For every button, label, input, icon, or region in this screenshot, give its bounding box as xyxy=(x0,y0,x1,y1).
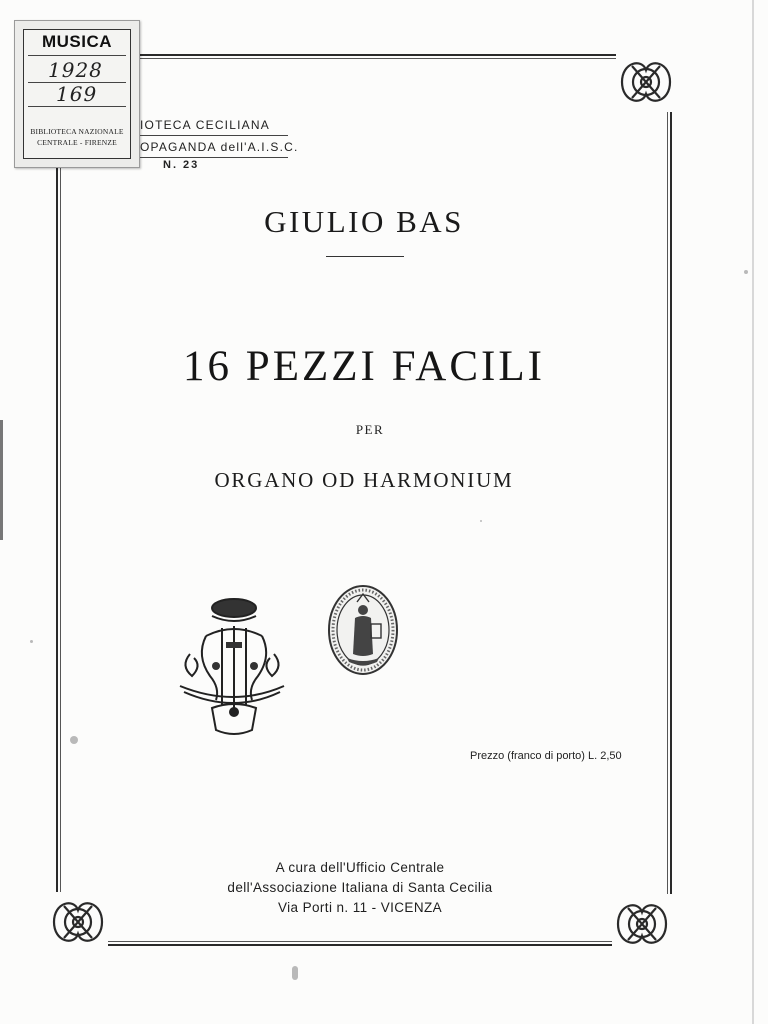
scan-speck xyxy=(292,966,298,980)
title-divider xyxy=(326,256,404,257)
price-label: Prezzo (franco di porto) L. 2,50 xyxy=(470,750,622,762)
stamp-year: 1928 xyxy=(48,58,103,82)
page-edge-shadow xyxy=(752,0,754,1024)
publisher-line1: A cura dell'Ufficio Centrale xyxy=(275,860,445,875)
series-line2: OPAGANDA dell'A.I.S.C. xyxy=(140,140,299,154)
author-name: GIULIO BAS xyxy=(264,204,464,239)
series-rule xyxy=(140,135,288,136)
stamp-library-line1: BIBLIOTECA NAZIONALE xyxy=(30,127,124,136)
series-rule xyxy=(140,157,288,158)
stamp-frame xyxy=(23,29,131,159)
series-number: N. 23 xyxy=(163,159,200,171)
per-label: PER xyxy=(355,422,385,437)
celtic-knot-corner-icon xyxy=(616,52,676,112)
stamp-rule xyxy=(28,55,126,56)
stamp-rule xyxy=(28,106,126,107)
library-stamp-label xyxy=(14,20,140,168)
saint-cecilia-seal-icon xyxy=(327,584,399,676)
ornamental-border-inner xyxy=(60,58,668,942)
stamp-title: MUSICA xyxy=(41,32,113,51)
instrument-subtitle: ORGANO OD HARMONIUM xyxy=(214,468,514,492)
series-header xyxy=(140,116,305,160)
scan-speck xyxy=(744,270,748,274)
publisher-line3: Via Porti n. 11 - VICENZA xyxy=(277,900,443,915)
lyre-crest-emblem-icon xyxy=(176,596,288,744)
work-title: 16 PEZZI FACILI xyxy=(183,343,545,390)
publisher-block xyxy=(0,858,720,918)
stamp-number: 169 xyxy=(56,82,98,106)
scan-speck xyxy=(30,640,33,643)
series-line1: IOTECA CECILIANA xyxy=(140,118,270,132)
publisher-line2: dell'Associazione Italiana di Santa Cecilia xyxy=(227,880,493,895)
stamp-library-line2: CENTRALE - FIRENZE xyxy=(37,138,117,147)
